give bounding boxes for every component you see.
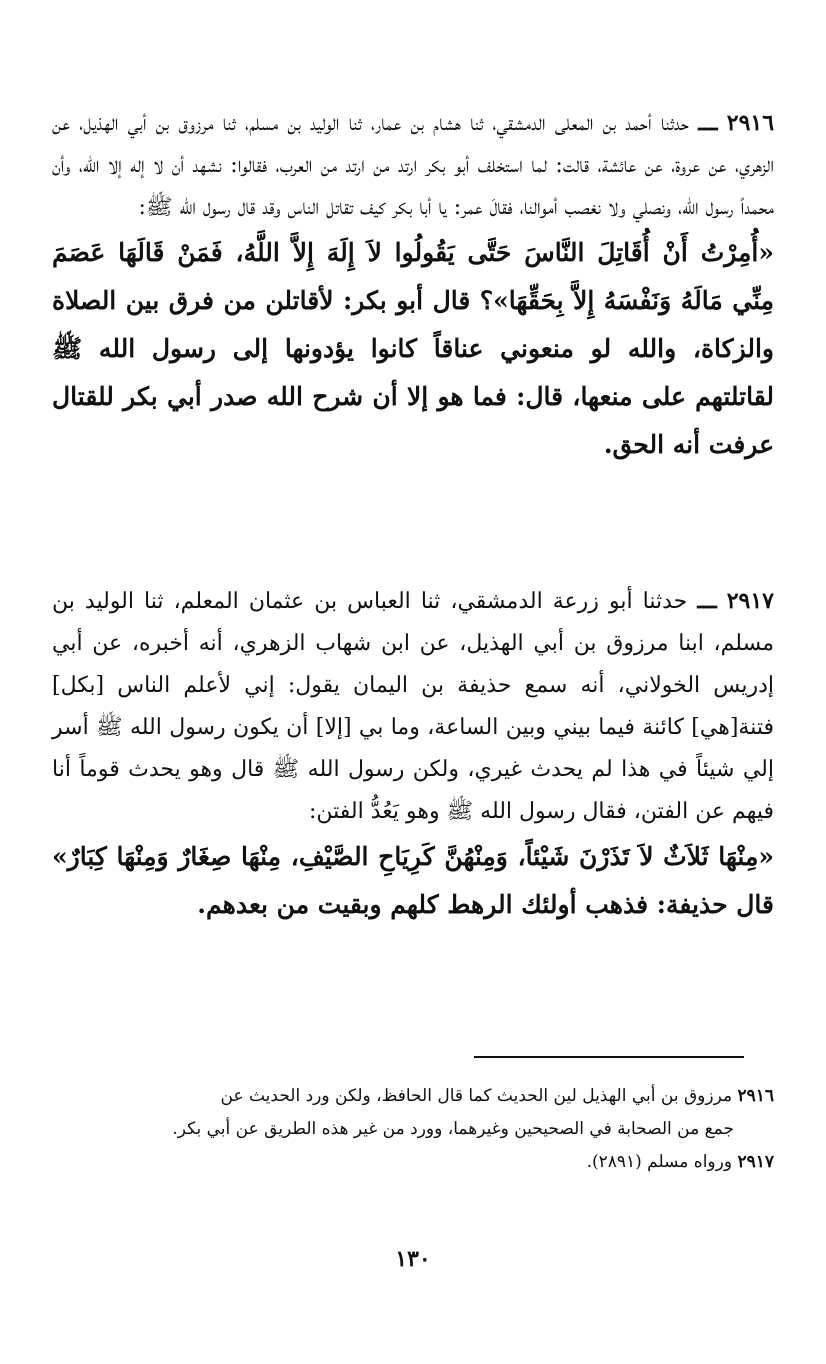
footnote-2917 xyxy=(52,1146,774,1179)
hadith-2917-matn: «مِنْهَا ثَلاَثٌ لاَ تَذَرْنَ شَيْئاً، وَمِنْهُنَّ كَرِيَاحِ الصَّيْفِ، مِنْهَا صِغَارٌ وَمِنْهَا كِبَارٌ» قال حذيفة: فذهب أولئك الرهط كلهم وبقيت من بعدهم. xyxy=(52,842,774,919)
footnote-continuation: جمع من الصحابة في الصحيحين وغيرهما، وورد من غير هذه الطريق عن أبي بكر. xyxy=(172,1119,734,1139)
hadith-isnad: حدثنا أبو زرعة الدمشقي، ثنا العباس بن عثمان المعلم، ثنا الوليد بن مسلم، ابنا مرزوق بن أبي الهذيل، عن ابن شهاب الزهري، أنه أخبره، عن أبي إدريس الخولاني، أنه سمع حذيفة بن اليمان يقول: إني لأعلم الناس [بكل] فتنة[هي] كائنة فيما بيني وبين الساعة، وما بي [إلا] أن يكون رسول الله ﷺ أسر إلي شيئاً في هذا لم يحدث غيري، ولكن رسول الله ﷺ قال وهو يحدث قوماً أنا فيهم عن الفتن، فقال رسول الله ﷺ وهو يَعُدُّ الفتن: xyxy=(52,589,774,824)
footnote-separator xyxy=(474,1056,744,1058)
hadith-2917 xyxy=(52,580,774,929)
hadith-2916-matn: «أُمِرْتُ أَنْ أُقَاتِلَ النَّاسَ حَتَّى يَقُولُوا لاَ إِلَهَ إِلاَّ اللَّهُ، فَمَنْ قَالَهَا عَصَمَ مِنِّي مَالَهُ وَنَفْسَهُ إِلاَّ بِحَقِّهَا»؟ قال أبو بكر: لأقاتلن من فرق بين الصلاة والزكاة، والله لو منعوني عناقاً كانوا يؤدونها إلى رسول الله ﷺ لقاتلتهم على منعها، قال: فما هو إلا أن شرح الله صدر أبي بكر للقتال عرفت أنه الحق. xyxy=(52,238,774,459)
hadith-2916 xyxy=(52,102,774,469)
hadith-2917-isnad-paragraph xyxy=(52,580,774,833)
footnote-text: مرزوق بن أبي الهذيل لين الحديث كما قال الحافظ، ولكن ورد الحديث عن xyxy=(220,1086,733,1106)
footnote-2916 xyxy=(52,1080,774,1146)
hadith-2916-isnad-paragraph xyxy=(52,102,774,229)
page-number: ١٣٠ xyxy=(395,1246,431,1272)
number-dash: ـــ xyxy=(697,588,717,614)
footnote-text: ورواه مسلم (٢٨٩١). xyxy=(586,1152,733,1172)
footnote-number: ٢٩١٦ xyxy=(737,1086,774,1106)
number-dash: ـــ xyxy=(698,110,718,136)
footnote-number: ٢٩١٧ xyxy=(737,1152,774,1172)
hadith-number: ٢٩١٦ xyxy=(726,110,775,136)
footnotes xyxy=(52,1080,774,1179)
hadith-number: ٢٩١٧ xyxy=(726,588,774,614)
hadith-isnad: حدثنا أحمد بن المعلى الدمشقي، ثنا هشام بن عمار، ثنا الوليد بن مسلم، ثنا مرزوق بن أبي الهذيل، عن الزهري، عن عروة، عن عائشة، قالت: لما استخلف أبو بكر ارتد من ارتد من العرب، فقالوا: نشهد أن لا إله إلا الله، وأن محمداً رسول الله، ونصلي ولا نغصب أموالنا، فقالَ عمر: يا أبا بكر كيف تقاتل الناس وقد قال رسول الله ﷺ: xyxy=(52,111,774,220)
